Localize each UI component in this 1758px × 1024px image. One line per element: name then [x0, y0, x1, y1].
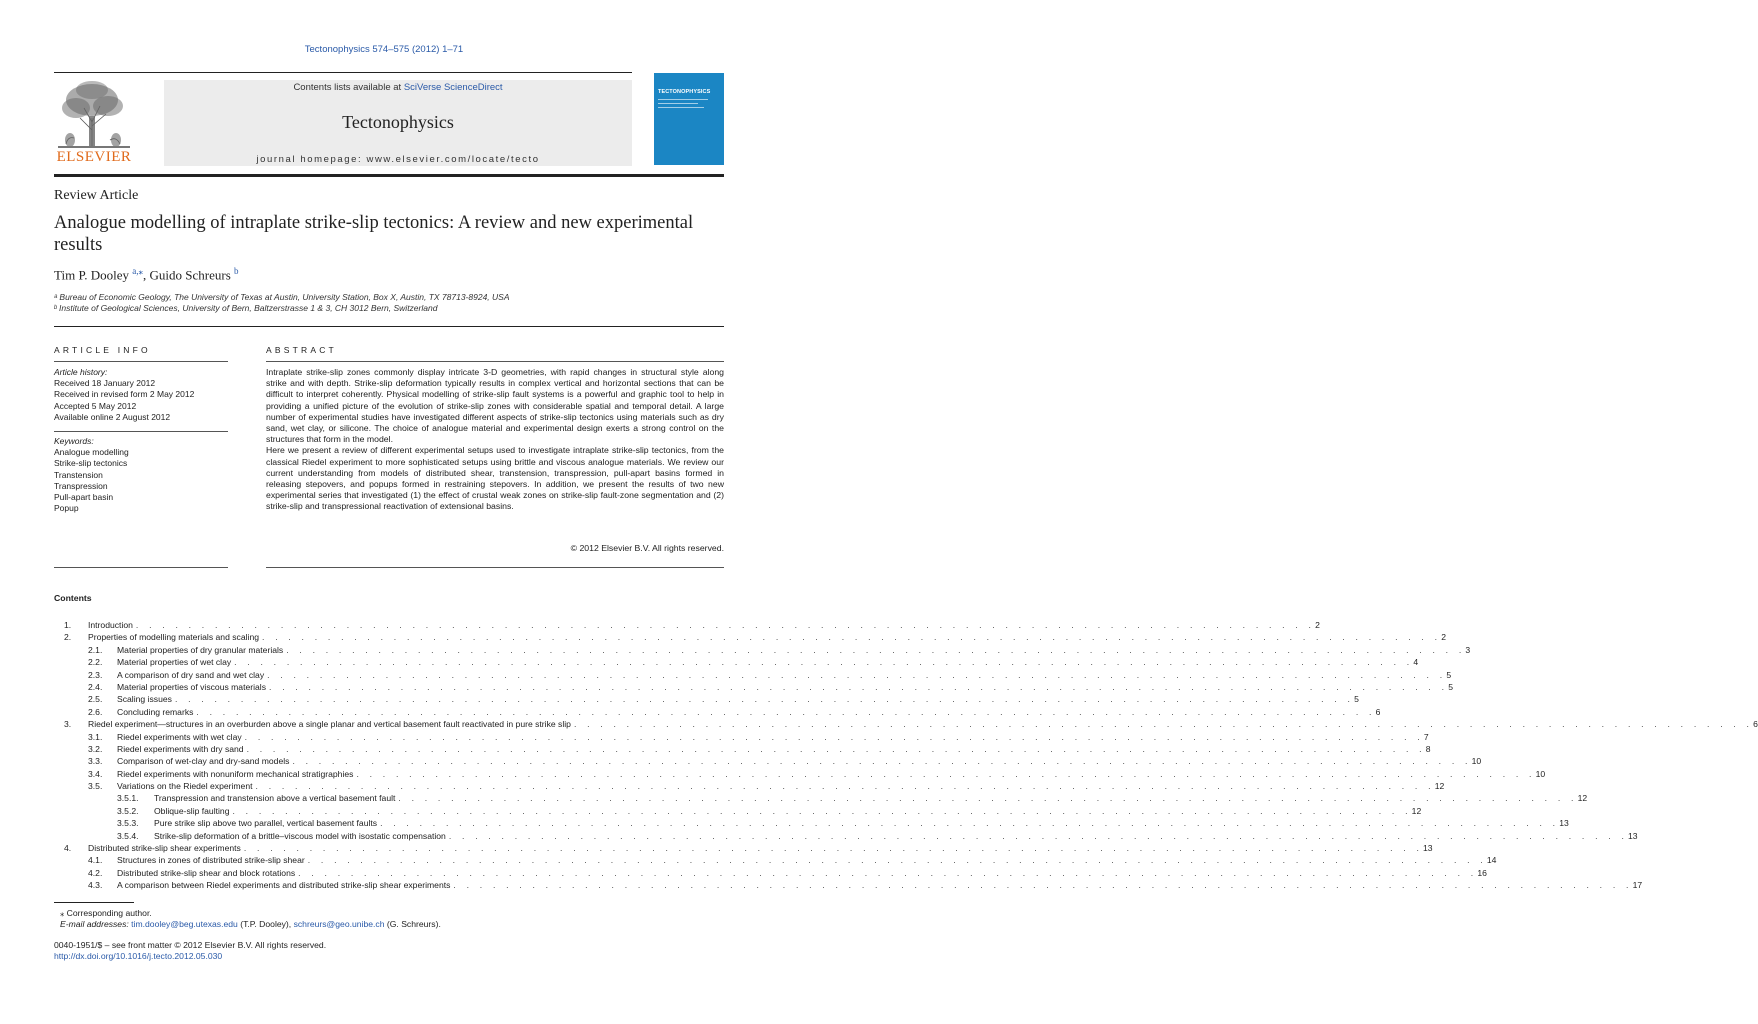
keywords-label: Keywords: [54, 436, 94, 446]
abstract-bottom-rule [266, 567, 724, 568]
toc-leader-dots: . . . . . . . . . . . . . . . . . . . . . . . . . . . . . . . . . . . . . . . . . . . . . . . . . . . . . . . . . . . . . . . . . . . . . . . . . . . . . . . . . . . . . . . . . . [298, 867, 1478, 878]
elsevier-wordmark: ELSEVIER [56, 149, 132, 165]
toc-entry[interactable] [54, 681, 1453, 693]
toc-entry[interactable] [54, 718, 1758, 730]
toc-entry-title[interactable]: Material properties of viscous materials [117, 681, 269, 693]
toc-entry[interactable] [54, 768, 1546, 780]
toc-leader-dots: . . . . . . . . . . . . . . . . . . . . . . . . . . . . . . . . . . . . . . . . . . . . . . . . . . . . . . . . . . . . . . . . . . . . . . . . . . . . . . . . . . . . . . . . . . [174, 694, 1355, 705]
affiliation-b: ᵇ Institute of Geological Sciences, University of Bern, Baltzerstrasse 1 & 3, CH 3012 Bern, Switzerland [54, 303, 438, 313]
toc-entry[interactable] [54, 842, 1433, 854]
toc-entry[interactable] [54, 792, 1588, 804]
toc-entry-page[interactable]: 6 [1375, 706, 1381, 717]
issn-line: 0040-1951/$ – see front matter © 2012 Elsevier B.V. All rights reserved. [54, 940, 327, 950]
toc-entry-title[interactable]: Introduction [88, 619, 136, 631]
toc-entry-title[interactable]: Material properties of wet clay [117, 656, 234, 668]
abstract-rule [266, 361, 724, 362]
elsevier-tree-icon [54, 78, 134, 150]
toc-entry-number: 3.5. [88, 781, 103, 792]
toc-entry-number: 3.1. [88, 731, 103, 742]
toc-entry-title[interactable]: Properties of modelling materials and scaling [88, 631, 262, 643]
toc-leader-dots: . . . . . . . . . . . . . . . . . . . . . . . . . . . . . . . . . . . . . . . . . . . . . . . . . . . . . . . . . . . . . . . . . . . . . . . . . . . . . . . . . . . . . . . . . . [453, 880, 1633, 891]
toc-entry-title[interactable]: Riedel experiments with dry sand [117, 743, 247, 755]
toc-leader-dots: . . . . . . . . . . . . . . . . . . . . . . . . . . . . . . . . . . . . . . . . . . . . . . . . . . . . . . . . . . . . . . . . . . . . . . . . . . . . . . . . . . . . . . . . . . [232, 805, 1412, 816]
cover-line [658, 107, 704, 108]
affiliation-a: ᵃ Bureau of Economic Geology, The University of Texas at Austin, University Station, Box X, Austin, TX 78713-8924, USA [54, 292, 510, 302]
toc-entry[interactable] [54, 731, 1429, 743]
abstract-body [266, 367, 724, 513]
footnote-rule [54, 902, 134, 903]
article-info-bottom-rule [54, 567, 228, 568]
keyword-item: Popup [54, 503, 79, 514]
journal-reference[interactable]: Tectonophysics 574–575 (2012) 1–71 [304, 44, 464, 55]
author-separator: , [143, 267, 150, 283]
article-info-heading: ARTICLE INFO [54, 345, 151, 355]
toc-leader-dots: . . . . . . . . . . . . . . . . . . . . . . . . . . . . . . . . . . . . . . . . . . . . . . . . . . . . . . . . . . . . . . . . . . . . . . . . . . . . . . . . . . . . . . . . . . [398, 793, 1578, 804]
toc-entry[interactable] [54, 879, 1643, 891]
abstract-paragraph-2: Here we present a review of different experimental setups used to investigate intraplate strike-slip tectonics, from the classical Riedel experiment to more sophisticated setups using brittle and viscous analogue materials. We review our current understanding from models of distributed shear, transtension, transpression, pull-apart basins formed in releasing stepovers, and popups formed in restraining stepovers. In addition, we present the results of two new experimental series that investigated (1) the effect of crustal weak zones on strike-slip fault-zone segmentation and (2) strike-slip and transpressional reactivation of extensional basins. [266, 445, 724, 512]
toc-entry-page[interactable]: 14 [1486, 855, 1497, 866]
toc-entry-title[interactable]: Comparison of wet-clay and dry-sand models [117, 755, 292, 767]
author-dooley-marks[interactable]: a,⁎ [132, 266, 144, 276]
toc-leader-dots: . . . . . . . . . . . . . . . . . . . . . . . . . . . . . . . . . . . . . . . . . . . . . . . . . . . . . . . . . . . . . . . . . . . . . . . . . . . . . . . . . . . . . . . . . . [262, 632, 1442, 643]
article-history [54, 367, 228, 423]
toc-entry-title[interactable]: Distributed strike-slip shear experiments [88, 842, 244, 854]
toc-leader-dots: . . . . . . . . . . . . . . . . . . . . . . . . . . . . . . . . . . . . . . . . . . . . . . . . . . . . . . . . . . . . . . . . . . . . . . . . . . . . . . . . . . . . . . . . . . [196, 706, 1376, 717]
toc-entry-page[interactable]: 12 [1577, 793, 1588, 804]
article-info-separator [54, 431, 228, 432]
email-schreurs-link[interactable]: schreurs@geo.unibe.ch [293, 919, 385, 929]
toc-entry-title[interactable]: Oblique-slip faulting [154, 805, 232, 817]
toc-entry-title[interactable]: Distributed strike-slip shear and block rotations [117, 867, 298, 879]
toc-entry[interactable] [54, 693, 1359, 705]
toc-entry-number: 2.4. [88, 681, 103, 692]
toc-entry-title[interactable]: A comparison between Riedel experiments and distributed strike-slip shear experiments [117, 879, 453, 891]
journal-homepage[interactable]: journal homepage: www.elsevier.com/locate/tecto [256, 154, 540, 165]
toc-entry-number: 3.5.3. [117, 818, 139, 829]
history-label: Article history: [54, 367, 108, 377]
toc-entry-title[interactable]: Pure strike slip above two parallel, vertical basement faults [154, 817, 380, 829]
toc-leader-dots: . . . . . . . . . . . . . . . . . . . . . . . . . . . . . . . . . . . . . . . . . . . . . . . . . . . . . . . . . . . . . . . . . . . . . . . . . . . . . . . . . . . . . . . . . . [380, 818, 1560, 829]
toc-entry-title[interactable]: Riedel experiments with nonuniform mechanical stratigraphies [117, 768, 356, 780]
author-schreurs[interactable]: Guido Schreurs [149, 267, 231, 283]
header-bottom-rule [54, 174, 724, 177]
toc-entry[interactable] [54, 669, 1452, 681]
toc-entry[interactable] [54, 706, 1381, 718]
toc-entry[interactable] [54, 631, 1446, 643]
toc-entry-page[interactable]: 13 [1628, 830, 1638, 841]
toc-entry[interactable] [54, 830, 1638, 842]
toc-entry-title[interactable]: Concluding remarks [117, 706, 196, 718]
toc-entry-number: 3.3. [88, 756, 103, 767]
toc-entry-title[interactable]: A comparison of dry sand and wet clay [117, 669, 267, 681]
email-addresses [60, 919, 441, 929]
toc-leader-dots: . . . . . . . . . . . . . . . . . . . . . . . . . . . . . . . . . . . . . . . . . . . . . . . . . . . . . . . . . . . . . . . . . . . . . . . . . . . . . . . . . . . . . . . . . . [292, 756, 1472, 767]
article-type: Review Article [54, 188, 139, 203]
toc-entry-title[interactable]: Variations on the Riedel experiment [117, 780, 256, 792]
toc-entry-page[interactable]: 10 [1535, 768, 1546, 779]
email-dooley-name: (T.P. Dooley), [237, 919, 294, 929]
toc-entry-title[interactable]: Riedel experiments with wet clay [117, 731, 245, 743]
toc-leader-dots: . . . . . . . . . . . . . . . . . . . . . . . . . . . . . . . . . . . . . . . . . . . . . . . . . . . . . . . . . . . . . . . . . . . . . . . . . . . . . . . . . . . . . . . . . . [307, 855, 1487, 866]
toc-entry-page[interactable]: 8 [1425, 743, 1431, 754]
keyword-item: Transtension [54, 469, 103, 480]
toc-leader-dots: . . . . . . . . . . . . . . . . . . . . . . . . . . . . . . . . . . . . . . . . . . . . . . . . . . . . . . . . . . . . . . . . . . . . . . . . . . . . . . . . . . . . . . . . . . [234, 657, 1414, 668]
toc-entry[interactable] [54, 743, 1431, 755]
keywords [54, 436, 228, 514]
header-top-rule [54, 72, 632, 73]
toc-entry-page[interactable]: 5 [1448, 681, 1453, 692]
toc-leader-dots: . . . . . . . . . . . . . . . . . . . . . . . . . . . . . . . . . . . . . . . . . . . . . . . . . . . . . . . . . . . . . . . . . . . . . . . . . . . . . . . . . . . . . . . . . . [573, 719, 1754, 730]
email-schreurs-name: (G. Schreurs). [384, 919, 441, 929]
doi-link[interactable]: http://dx.doi.org/10.1016/j.tecto.2012.05.030 [54, 951, 223, 961]
toc-entry[interactable] [54, 755, 1482, 767]
toc-entry-page[interactable]: 17 [1632, 880, 1643, 891]
toc-entry-number: 2.6. [88, 706, 103, 717]
history-received: Received 18 January 2012 [54, 378, 156, 389]
abstract-paragraph-1: Intraplate strike-slip zones commonly display intricate 3-D geometries, with rapid changes in structural style along strike and with depth. Strike-slip deformation typically results in complex vertical and horizontal sections that can be difficult to interpret coherently. Physical modelling of strike-slip fault systems is a powerful and graphic tool to help in providing a unified picture of the evolution of strike-slip zones with considerable spatial and temporal detail. A large number of experimental studies have investigated different aspects of strike-slip tectonics using materials such as dry sand, wet clay, or silicone. The choice of analogue material and experimental design exerts a strong control on the structures that form in the model. [266, 367, 724, 445]
toc-entry-number: 4.1. [88, 855, 103, 866]
cover-line [658, 99, 708, 100]
toc-entry-number: 3.2. [88, 743, 103, 754]
toc-entry-page[interactable]: 5 [1446, 669, 1452, 680]
history-online: Available online 2 August 2012 [54, 411, 171, 422]
toc-entry-number: 3.5.4. [117, 830, 139, 841]
toc-entry-number: 2.5. [88, 694, 103, 705]
toc-entry-number: 4. [64, 843, 72, 854]
toc-entry-page[interactable]: 10 [1471, 756, 1482, 767]
history-revised: Received in revised form 2 May 2012 [54, 389, 195, 400]
contents-available-line [164, 82, 632, 93]
journal-cover-thumbnail[interactable] [654, 73, 724, 165]
toc-entry-title[interactable]: Riedel experiment—structures in an overburden above a single planar and vertical basement fault reactivated in pure strike slip [88, 718, 574, 730]
cover-title: TECTONOPHYSICS [658, 89, 711, 95]
toc-entry-title[interactable]: Structures in zones of distributed strike-slip shear [117, 854, 308, 866]
toc-entry[interactable] [54, 656, 1419, 668]
toc-entry-number: 4.2. [88, 867, 103, 878]
author-schreurs-marks[interactable]: b [234, 266, 239, 276]
toc-entry[interactable] [54, 854, 1497, 866]
elsevier-logo[interactable] [54, 78, 134, 166]
corresponding-author-note: ⁎ Corresponding author. [60, 908, 152, 918]
affiliation-rule [54, 326, 724, 327]
contents-title: Contents [54, 593, 92, 603]
toc-entry[interactable] [54, 817, 1569, 829]
toc-leader-dots: . . . . . . . . . . . . . . . . . . . . . . . . . . . . . . . . . . . . . . . . . . . . . . . . . . . . . . . . . . . . . . . . . . . . . . . . . . . . . . . . . . . . . . . . . . [246, 743, 1426, 754]
toc-entry-title[interactable]: Strike-slip deformation of a brittle–viscous model with isostatic compensation [154, 830, 449, 842]
toc-entry-page[interactable]: 13 [1559, 818, 1569, 829]
toc-entry-number: 2.3. [88, 669, 103, 680]
toc-entry-number: 3.4. [88, 768, 103, 779]
toc-entry-number: 1. [64, 620, 72, 630]
toc-entry-page[interactable]: 12 [1434, 781, 1445, 792]
toc-leader-dots: . . . . . . . . . . . . . . . . . . . . . . . . . . . . . . . . . . . . . . . . . . . . . . . . . . . . . . . . . . . . . . . . . . . . . . . . . . . . . . . . . . . . . . . . . . [243, 843, 1424, 854]
toc-entry-number: 4.3. [88, 880, 103, 891]
toc-entry-page[interactable]: 3 [1465, 644, 1471, 655]
toc-entry-number: 2.2. [88, 657, 103, 668]
toc-entry-page[interactable]: 16 [1477, 867, 1487, 878]
keyword-item: Transpression [54, 480, 108, 491]
table-of-contents [54, 619, 1758, 892]
toc-entry[interactable] [54, 644, 1471, 656]
toc-entry-page[interactable]: 2 [1441, 632, 1446, 643]
toc-entry-number: 3. [64, 719, 72, 730]
toc-entry-number: 2. [64, 632, 72, 643]
abstract-copyright: © 2012 Elsevier B.V. All rights reserved. [570, 543, 724, 553]
toc-leader-dots: . . . . . . . . . . . . . . . . . . . . . . . . . . . . . . . . . . . . . . . . . . . . . . . . . . . . . . . . . . . . . . . . . . . . . . . . . . . . . . . . . . . . . . . . . . [244, 731, 1424, 742]
keyword-item: Pull-apart basin [54, 492, 114, 503]
toc-entry-number: 3.5.1. [117, 793, 139, 804]
toc-entry-page[interactable]: 7 [1423, 731, 1429, 742]
toc-entry[interactable] [54, 867, 1487, 879]
email-dooley-link[interactable]: tim.dooley@beg.utexas.edu [131, 919, 238, 929]
article-title: Analogue modelling of intraplate strike-slip tectonics: A review and new experimental results [54, 213, 694, 255]
toc-entry[interactable] [54, 619, 1320, 631]
toc-entry-title[interactable]: Scaling issues [117, 693, 175, 705]
abstract-heading: ABSTRACT [266, 345, 337, 355]
keyword-item: Analogue modelling [54, 447, 129, 458]
toc-entry-page[interactable]: 12 [1411, 805, 1422, 816]
toc-entry-page[interactable]: 2 [1315, 620, 1320, 630]
toc-entry-number: 2.1. [88, 644, 103, 655]
toc-entry-title[interactable]: Transpression and transtension above a vertical basement fault [154, 792, 398, 804]
toc-leader-dots: . . . . . . . . . . . . . . . . . . . . . . . . . . . . . . . . . . . . . . . . . . . . . . . . . . . . . . . . . . . . . . . . . . . . . . . . . . . . . . . . . . . . . . . . . . [267, 669, 1447, 680]
toc-entry-title[interactable]: Material properties of dry granular materials [117, 644, 286, 656]
toc-leader-dots: . . . . . . . . . . . . . . . . . . . . . . . . . . . . . . . . . . . . . . . . . . . . . . . . . . . . . . . . . . . . . . . . . . . . . . . . . . . . . . . . . . . . . . . . . . [269, 681, 1449, 692]
keyword-item: Strike-slip tectonics [54, 458, 128, 469]
email-label: E-mail addresses: [60, 919, 132, 929]
author-dooley[interactable]: Tim P. Dooley [54, 267, 130, 283]
toc-entry-page[interactable]: 4 [1413, 657, 1419, 668]
toc-leader-dots: . . . . . . . . . . . . . . . . . . . . . . . . . . . . . . . . . . . . . . . . . . . . . . . . . . . . . . . . . . . . . . . . . . . . . . . . . . . . . . . . . . . . . . . . . . [356, 768, 1536, 779]
toc-leader-dots: . . . . . . . . . . . . . . . . . . . . . . . . . . . . . . . . . . . . . . . . . . . . . . . . . . . . . . . . . . . . . . . . . . . . . . . . . . . . . . . . . . . . . . . . . . [255, 781, 1435, 792]
toc-entry-number: 3.5.2. [117, 805, 139, 816]
toc-leader-dots: . . . . . . . . . . . . . . . . . . . . . . . . . . . . . . . . . . . . . . . . . . . . . . . . . . . . . . . . . . . . . . . . . . . . . . . . . . . . . . . . . . . . . . . . . . [135, 620, 1316, 630]
contents-prefix: Contents lists available at [293, 82, 404, 93]
toc-entry[interactable] [54, 780, 1445, 792]
article-info-rule [54, 361, 228, 362]
cover-line [658, 103, 698, 104]
toc-entry[interactable] [54, 805, 1422, 817]
toc-entry-page[interactable]: 5 [1354, 694, 1359, 705]
author-list [54, 266, 239, 283]
toc-entry-page[interactable]: 6 [1753, 719, 1758, 730]
journal-name: Tectonophysics [342, 112, 454, 132]
history-accepted: Accepted 5 May 2012 [54, 400, 137, 411]
toc-leader-dots: . . . . . . . . . . . . . . . . . . . . . . . . . . . . . . . . . . . . . . . . . . . . . . . . . . . . . . . . . . . . . . . . . . . . . . . . . . . . . . . . . . . . . . . . . . [286, 644, 1466, 655]
toc-entry-page[interactable]: 13 [1423, 843, 1433, 854]
sciverse-link[interactable]: SciVerse ScienceDirect [403, 82, 503, 93]
toc-leader-dots: . . . . . . . . . . . . . . . . . . . . . . . . . . . . . . . . . . . . . . . . . . . . . . . . . . . . . . . . . . . . . . . . . . . . . . . . . . . . . . . . . . . . . . . . . . [448, 830, 1629, 841]
